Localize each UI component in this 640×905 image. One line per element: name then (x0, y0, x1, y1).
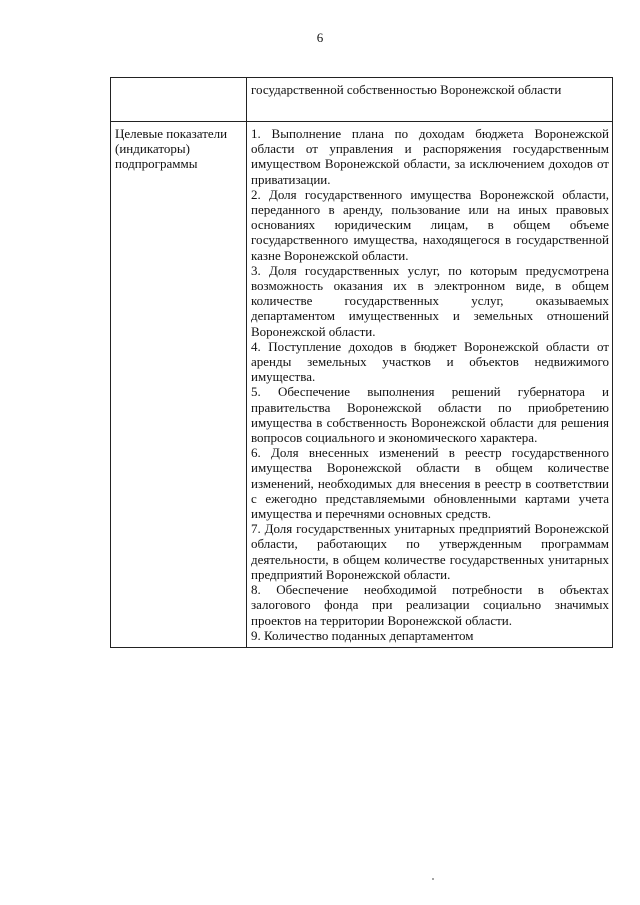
table-row (111, 122, 613, 648)
scan-speck (432, 878, 434, 880)
indicator-item-2: 2. Доля государственного имущества Воронежской области, переданного в аренду, пользование или на иных правовых основаниях юридическим лицам, в общем объеме государственного имущества, находящегося в государственной казне Воронежской области. (251, 186, 609, 263)
row-label-target-indicators: Целевые показатели (индикаторы) подпрограммы (111, 122, 247, 648)
page-number: 6 (316, 30, 324, 45)
table-row (111, 78, 613, 122)
indicator-item-8: 8. Обеспечение необходимой потребности в объектах залогового фонда при реализации социально значимых проектов на территории Воронежской области. (251, 582, 609, 628)
indicator-item-3: 3. Доля государственных услуг, по которым предусмотрена возможность оказания их в электронном виде, в общем количестве государственных услуг, оказываемых департаментом имущественных и земельных отношений Воронежской области. (251, 262, 609, 339)
indicator-item-9: 9. Количество поданных департаментом (251, 627, 474, 643)
row-content-continuation (247, 78, 613, 122)
subprogram-passport-table (110, 77, 613, 648)
indicator-item-7: 7. Доля государственных унитарных предприятий Воронежской области, работающих по утвержденным программам деятельности, в общем количестве государственных унитарных предприятий Воронежской области. (251, 521, 609, 582)
indicators-list (247, 122, 613, 648)
indicator-item-5: 5. Обеспечение выполнения решений губернатора и правительства Воронежской области по приобретению имущества в собственность Воронежской области для решения вопросов социального и экономического характера. (251, 384, 609, 446)
continuation-text: государственной собственностью Воронежской области (251, 82, 562, 97)
indicator-item-1: 1. Выполнение плана по доходам бюджета Воронежской области от управления и распоряжения государственным имуществом Воронежской области, за исключением доходов от приватизации. (251, 126, 609, 187)
indicator-item-6: 6. Доля внесенных изменений в реестр государственного имущества Воронежской области в общем количестве изменений, необходимых для внесения в реестр в соответствии с ежегодно представляемыми обновленными картами учета имущества и перечнями основных средств. (251, 445, 609, 522)
indicator-item-4: 4. Поступление доходов в бюджет Воронежской области от аренды земельных участков и объектов недвижимого имущества. (251, 338, 609, 385)
row-label-empty (111, 78, 247, 122)
